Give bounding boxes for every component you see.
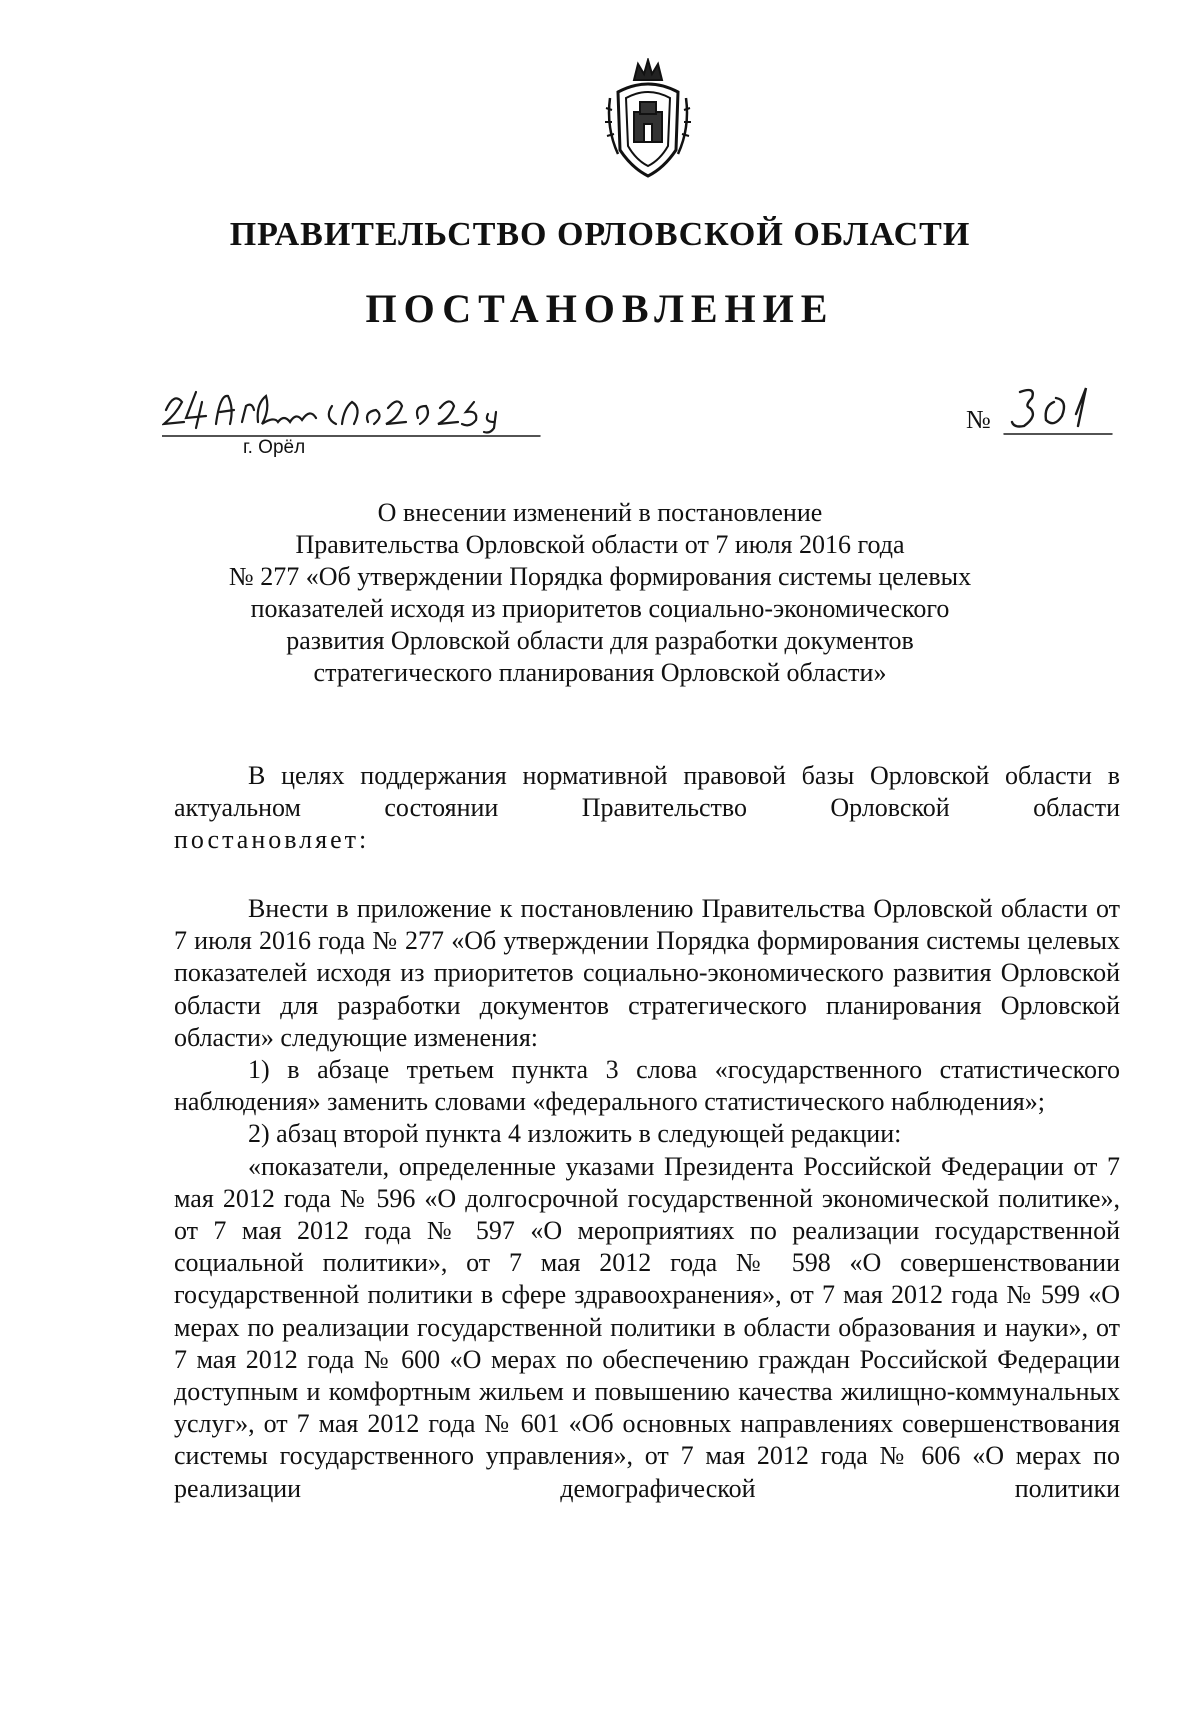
document-type-title: ПОСТАНОВЛЕНИЕ bbox=[365, 286, 835, 331]
subject-line: № 277 «Об утверждении Порядка формирования системы целевых bbox=[228, 562, 972, 591]
subject-line: развития Орловской области для разработки документов bbox=[286, 626, 914, 655]
document-subject bbox=[150, 497, 1050, 689]
resolves-word: постановляет: bbox=[174, 825, 370, 855]
handwritten-date bbox=[162, 388, 542, 444]
coat-of-arms-emblem bbox=[604, 58, 692, 182]
item-1-paragraph: 1) в абзаце третьем пункта 3 слова «государственного статистического наблюдения» заменить словами «федерального статистического наблюдения»; bbox=[174, 1055, 1120, 1117]
number-label: № bbox=[966, 405, 991, 434]
preamble-section bbox=[174, 760, 1120, 857]
resolution-body bbox=[174, 893, 1120, 1505]
government-title: ПРАВИТЕЛЬСТВО ОРЛОВСКОЙ ОБЛАСТИ bbox=[229, 216, 971, 253]
city-label: г. Орёл bbox=[243, 437, 306, 458]
subject-line: стратегического планирования Орловской области» bbox=[313, 658, 887, 687]
item-2-paragraph: 2) абзац второй пункта 4 изложить в следующей редакции: bbox=[248, 1119, 902, 1149]
handwritten-number bbox=[1002, 384, 1114, 444]
subject-line: показателей исходя из приоритетов социально-экономического bbox=[250, 594, 950, 623]
intro-paragraph: Внести в приложение к постановлению Правительства Орловской области от 7 июля 2016 года № 277 «Об утверждении Порядка формирования системы целевых показателей исходя из приоритетов социально-экономического развития Орловской области для разработки документов стратегического планирования Орловской области» следующие изменения: bbox=[174, 894, 1120, 1052]
preamble-paragraph: В целях поддержания нормативной правовой базы Орловской области в актуальном состоянии Правительство Орловской области bbox=[174, 761, 1120, 823]
quoted-amendment-paragraph: «показатели, определенные указами Президента Российской Федерации от 7 мая 2012 года № 596 «О долгосрочной государственной экономической политике», от 7 мая 2012 года № 597 «О мероприятиях по реализации государственной социальной политики», от 7 мая 2012 года № 598 «О совершенствовании государственной политики в сфере здравоохранения», от 7 мая 2012 года № 599 «О мерах по реализации государственной политики в области образования и науки», от 7 мая 2012 года № 600 «О мерах по обеспечению граждан Российской Федерации доступным и комфортным жильем и повышению качества жилищно-коммунальных услуг», от 7 мая 2012 года № 601 «Об основных направлениях совершенствования системы государственного управления», от 7 мая 2012 года № 606 «О мерах по реализации демографической политики bbox=[174, 1151, 1120, 1503]
subject-line: Правительства Орловской области от 7 июля 2016 года bbox=[295, 530, 905, 559]
subject-line: О внесении изменений в постановление bbox=[377, 498, 823, 527]
